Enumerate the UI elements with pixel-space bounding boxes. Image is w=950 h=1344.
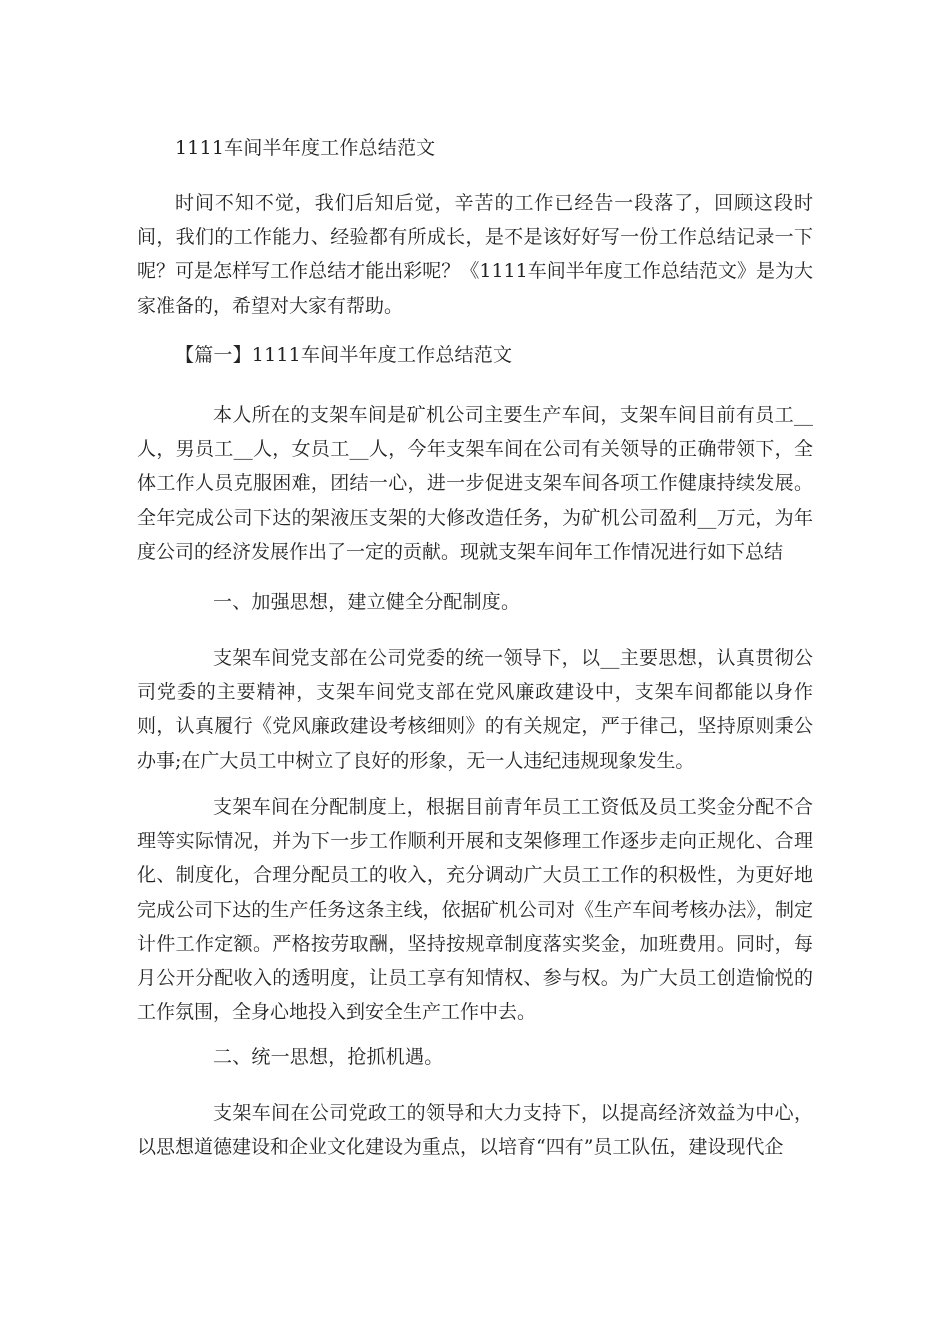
body-paragraph-4: 支架车间在公司党政工的领导和大力支持下，以提高经济效益为中心，以思想道德建设和企业文化建设为重点，以培育“四有”员工队伍，建设现代企 xyxy=(137,1102,813,1159)
intro-paragraph: 时间不知不觉，我们后知后觉，辛苦的工作已经告一段落了，回顾这段时间，我们的工作能力、经验都有所成长，是不是该好好写一份工作总结记录一下呢？可是怎样写工作总结才能出彩呢？《1111车间半年度工作总结范文》是为大家准备的，希望对大家有帮助。 xyxy=(137,192,813,317)
body-paragraph-3: 支架车间在分配制度上，根据目前青年员工工资低及员工奖金分配不合理等实际情况，并为下一步工作顺利开展和支架修理工作逐步走向正规化、合理化、制度化，合理分配员工的收入，充分调动广大员工工作的积极性，为更好地完成公司下达的生产任务这条主线，依据矿机公司对《生产车间考核办法》，制定计件工作定额。严格按劳取酬，坚持按规章制度落实奖金，加班费用。同时，每月公开分配收入的透明度，让员工享有知情权、参与权。为广大员工创造愉悦的工作氛围，全身心地投入到安全生产工作中去。 xyxy=(137,796,813,1024)
document-title: 1111车间半年度工作总结范文 xyxy=(175,137,436,159)
section-title: 【篇一】1111车间半年度工作总结范文 xyxy=(175,344,513,366)
body-paragraph-2: 支架车间党支部在公司党委的统一领导下，以__主要思想，认真贯彻公司党委的主要精神，支架车间党支部在党风廉政建设中，支架车间都能以身作则，认真履行《党风廉政建设考核细则》的有关规定，严于律己，坚持原则秉公办事;在广大员工中树立了良好的形象，无一人违纪违规现象发生。 xyxy=(137,647,813,772)
body-paragraph-1: 本人所在的支架车间是矿机公司主要生产车间，支架车间目前有员工__人，男员工__人，女员工__人，今年支架车间在公司有关领导的正确带领下，全体工作人员克服困难，团结一心，进一步促进支架车间各项工作健康持续发展。全年完成公司下达的架液压支架的大修改造任务，为矿机公司盈利__万元，为年度公司的经济发展作出了一定的贡献。现就支架车间年工作情况进行如下总结 xyxy=(137,404,813,563)
heading-two: 二、统一思想，抢抓机遇。 xyxy=(213,1046,444,1068)
heading-one: 一、加强思想，建立健全分配制度。 xyxy=(213,591,521,613)
